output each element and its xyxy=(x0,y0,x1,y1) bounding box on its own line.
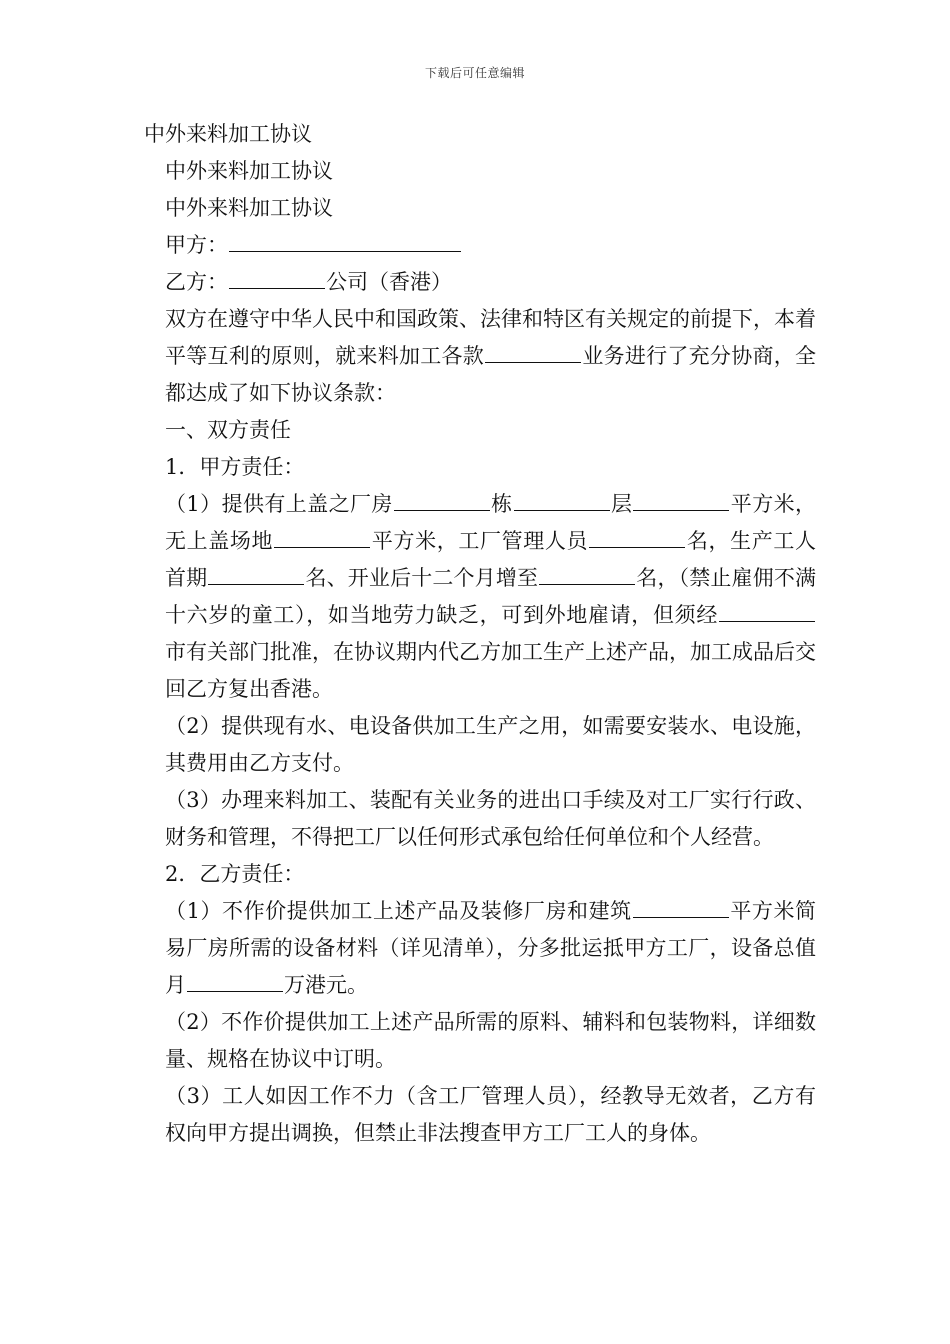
party-a-line xyxy=(144,227,816,264)
clause-text: 名，（禁止雇佣不满十六岁的童工），如当地劳力缺乏，可到外地雇请，但须经 xyxy=(165,566,817,627)
clause-a2: （2）提供现有水、电设备供加工生产之用，如需要安装水、电设施，其费用由乙方支付。 xyxy=(165,714,816,775)
party-a-blank xyxy=(229,227,461,252)
clause-text: （1）不作价提供加工上述产品及装修厂房和建筑 xyxy=(165,899,632,923)
intro-paragraph xyxy=(144,301,816,412)
clause-text: 栋 xyxy=(490,492,513,516)
blank-field xyxy=(187,967,283,992)
clause-text: 平方米，无上盖场地 xyxy=(165,492,817,553)
party-a-label: 甲方： xyxy=(165,233,228,257)
party-b-suffix: 公司（香港） xyxy=(326,270,452,294)
blank-field xyxy=(208,560,304,585)
clause-b1 xyxy=(144,893,816,1004)
clause-text: 市有关部门批准，在协议期内代乙方加工生产上述产品，加工成品后交回乙方复出香港。 xyxy=(165,640,816,701)
page-header-watermark: 下载后可任意编辑 xyxy=(424,66,525,80)
clause-text: （1）提供有上盖之厂房 xyxy=(165,492,393,516)
intro-text: 业务进行了充分协商，全都达成了如下协议条款： xyxy=(165,344,817,405)
blank-field xyxy=(514,486,610,511)
blank-field xyxy=(589,523,685,548)
blank-field xyxy=(633,486,729,511)
clause-b2: （2）不作价提供加工上述产品所需的原料、辅料和包装物料，详细数量、规格在协议中订明。 xyxy=(165,1010,816,1071)
subsection-heading: 2．乙方责任： xyxy=(165,862,305,886)
clause-b3: （3）工人如因工作不力（含工厂管理人员），经教导无效者，乙方有权向甲方提出调换，但禁止非法搜查甲方工厂工人的身体。 xyxy=(165,1084,816,1145)
clause-text: 平方米简易厂房所需的设备材料（详见清单），分多批运抵甲方工厂，设备总值月 xyxy=(165,899,817,997)
party-b-line xyxy=(144,264,816,301)
intro-text: 双方在遵守中华人民中和国政策、法律和特区有关规定的前提下，本着平等互利的原则，就来料加工各款 xyxy=(165,307,816,368)
party-b-label: 乙方： xyxy=(165,270,228,294)
clause-text: 万港元。 xyxy=(284,973,368,997)
blank-field xyxy=(719,597,815,622)
blank-field xyxy=(394,486,490,511)
clause-text: 名、开业后十二个月增至 xyxy=(305,566,539,590)
document-title-repeat: 中外来料加工协议 xyxy=(165,159,333,183)
blank-field xyxy=(633,893,729,918)
document-title-repeat: 中外来料加工协议 xyxy=(165,196,333,220)
document-body xyxy=(144,116,816,1152)
party-b-blank xyxy=(229,264,325,289)
clause-a3: （3）办理来料加工、装配有关业务的进出口手续及对工厂实行行政、财务和管理，不得把工厂以任何形式承包给任何单位和个人经营。 xyxy=(165,788,816,849)
clause-a1 xyxy=(144,486,816,708)
clause-text: 名，生产工人首期 xyxy=(165,529,817,590)
clause-text: 平方米，工厂管理人员 xyxy=(371,529,589,553)
section-heading: 一、双方责任 xyxy=(165,418,291,442)
blank-field xyxy=(485,338,581,363)
clause-text: 层 xyxy=(610,492,633,516)
blank-field xyxy=(539,560,635,585)
blank-field xyxy=(274,523,370,548)
document-title: 中外来料加工协议 xyxy=(144,122,312,146)
subsection-heading: 1．甲方责任： xyxy=(165,455,305,479)
